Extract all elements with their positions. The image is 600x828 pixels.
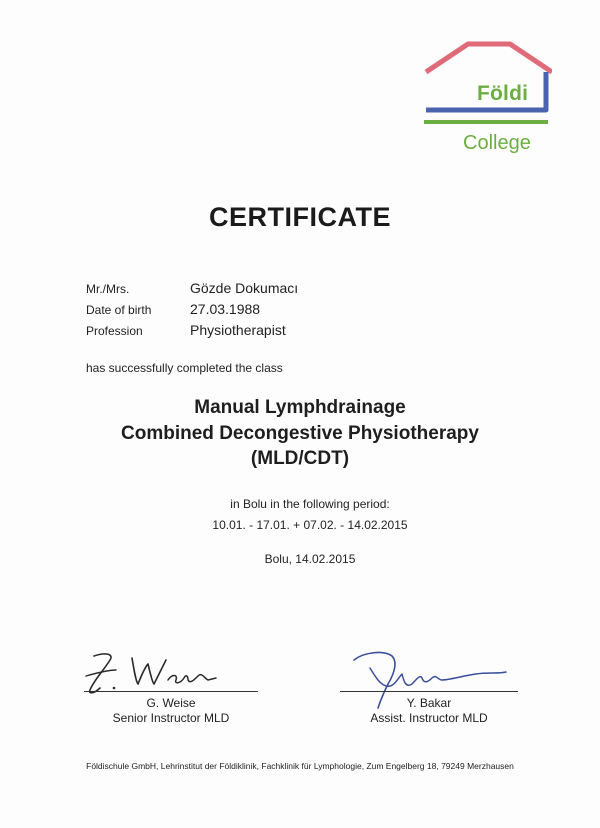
- signer-name-left: G. Weise: [146, 696, 196, 710]
- name-value: Gözde Dokumacı: [190, 280, 299, 296]
- place-and-date: Bolu, 14.02.2015: [264, 552, 356, 566]
- certificate-title: CERTIFICATE: [209, 202, 391, 232]
- period-intro: in Bolu in the following period:: [230, 497, 390, 511]
- course-title-line-2: Combined Decongestive Physiotherapy: [121, 423, 479, 444]
- course-title-line-1: Manual Lymphdrainage: [194, 397, 406, 418]
- logo-word-college: College: [463, 132, 531, 154]
- signer-role-left: Senior Instructor MLD: [112, 711, 230, 725]
- course-title-line-3: (MLD/CDT): [250, 448, 350, 469]
- signature-line-right: [340, 691, 518, 692]
- signer-name-right: Y. Bakar: [406, 696, 452, 710]
- birth-date-label: Date of birth: [86, 303, 152, 317]
- profession-value: Physiotherapist: [190, 322, 286, 338]
- birth-date-value: 27.03.1988: [190, 301, 261, 317]
- signature-line-left: [84, 691, 258, 692]
- profession-label: Profession: [86, 324, 143, 338]
- roof-shape: [426, 44, 552, 72]
- course-period: 10.01. - 17.01. + 07.02. - 14.02.2015: [212, 518, 408, 532]
- completion-statement: has successfully completed the class: [86, 361, 283, 375]
- signature-weise-icon: [80, 650, 220, 696]
- logo-word-foldi: Földi: [477, 82, 529, 105]
- name-label: Mr./Mrs.: [86, 282, 130, 296]
- foldi-college-logo: [420, 38, 552, 158]
- footer-address: Földischule GmbH, Lehrinstitut der Földiklinik, Fachklinik für Lymphologie, Zum Engelberg 18, 79249 Merzhausen: [86, 761, 514, 771]
- signer-role-right: Assist. Instructor MLD: [370, 711, 488, 725]
